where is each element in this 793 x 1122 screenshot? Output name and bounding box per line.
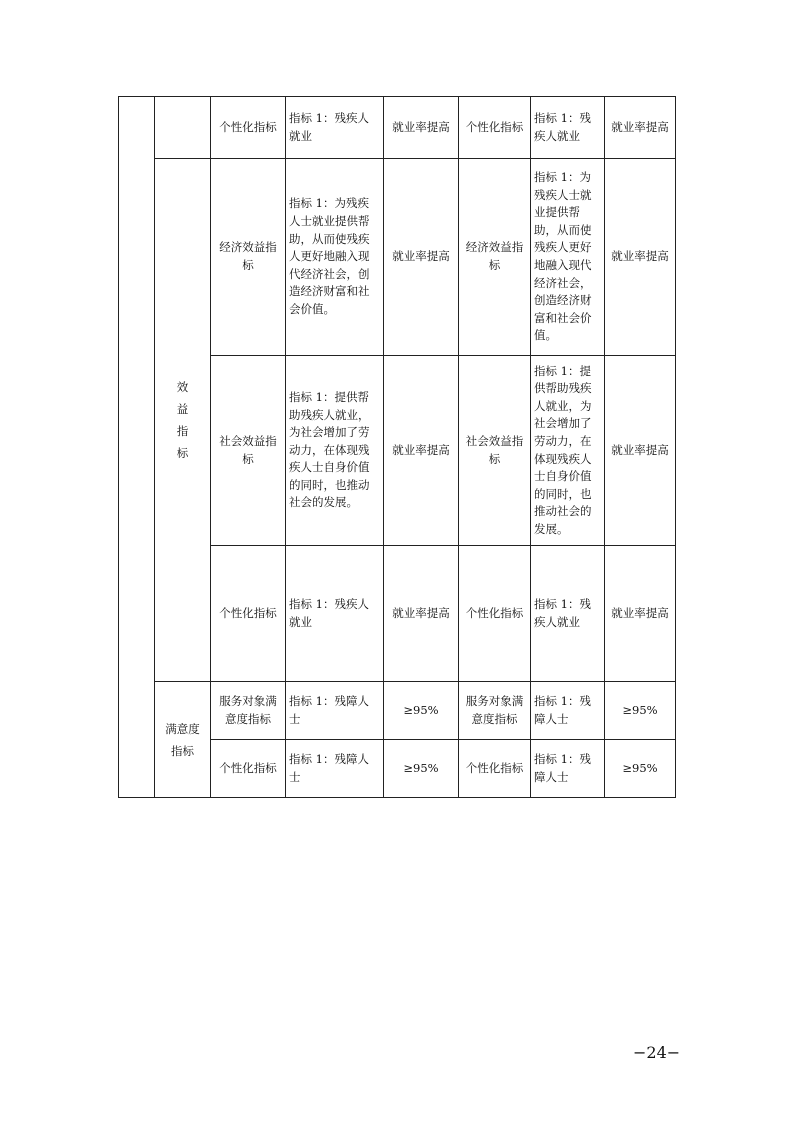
indicator-content-b: 指标 1：为残疾人士就业提供帮助，从而使残疾人更好地融入现代经济社会，创造经济财富和社会价值。 (531, 159, 605, 356)
indicator-value-b: 就业率提高 (605, 356, 676, 546)
table-row (119, 97, 676, 159)
indicator-content: 指标 1：残疾人就业 (286, 97, 384, 159)
indicator-value: 就业率提高 (384, 356, 459, 546)
indicator-value-b: ≥95% (605, 740, 676, 798)
benefit-group-label: 效益指标 (155, 159, 211, 682)
indicator-name-b: 个性化指标 (459, 740, 531, 798)
indicator-content: 指标 1：残障人士 (286, 682, 384, 740)
indicator-name: 个性化指标 (211, 97, 286, 159)
satisfaction-group-label: 满意度指标 (155, 682, 211, 798)
indicator-value-b: ≥95% (605, 682, 676, 740)
indicator-name: 经济效益指标 (211, 159, 286, 356)
indicator-value: ≥95% (384, 740, 459, 798)
indicator-name: 服务对象满意度指标 (211, 682, 286, 740)
indicator-content-b: 指标 1：残障人士 (531, 740, 605, 798)
indicator-name-b: 个性化指标 (459, 97, 531, 159)
indicator-content-b: 指标 1：残障人士 (531, 682, 605, 740)
indicator-value-b: 就业率提高 (605, 159, 676, 356)
performance-indicator-table (118, 96, 676, 798)
indicator-value: 就业率提高 (384, 546, 459, 682)
indicator-name-b: 经济效益指标 (459, 159, 531, 356)
indicator-content-b: 指标 1：提供帮助残疾人就业，为社会增加了劳动力，在体现残疾人士自身价值的同时，也推动社会的发展。 (531, 356, 605, 546)
indicator-value: 就业率提高 (384, 97, 459, 159)
indicator-content: 指标 1：残障人士 (286, 740, 384, 798)
indicator-content-b: 指标 1：残疾人就业 (531, 97, 605, 159)
second-level-cell-empty (155, 97, 211, 159)
indicator-name: 个性化指标 (211, 740, 286, 798)
indicator-name-b: 社会效益指标 (459, 356, 531, 546)
table-row (119, 682, 676, 740)
indicator-name: 个性化指标 (211, 546, 286, 682)
indicator-content: 指标 1：为残疾人士就业提供帮助，从而使残疾人更好地融入现代经济社会，创造经济财富和社会价值。 (286, 159, 384, 356)
indicator-value-b: 就业率提高 (605, 546, 676, 682)
indicator-content-b: 指标 1：残疾人就业 (531, 546, 605, 682)
page-number: −24− (633, 1043, 681, 1062)
indicator-name-b: 个性化指标 (459, 546, 531, 682)
first-level-column (119, 97, 155, 798)
indicator-content: 指标 1：提供帮助残疾人就业，为社会增加了劳动力，在体现残疾人士自身价值的同时，也推动社会的发展。 (286, 356, 384, 546)
indicator-name: 社会效益指标 (211, 356, 286, 546)
table-row (119, 159, 676, 356)
indicator-name-b: 服务对象满意度指标 (459, 682, 531, 740)
indicator-value: 就业率提高 (384, 159, 459, 356)
indicator-value: ≥95% (384, 682, 459, 740)
indicator-content: 指标 1：残疾人就业 (286, 546, 384, 682)
indicator-value-b: 就业率提高 (605, 97, 676, 159)
